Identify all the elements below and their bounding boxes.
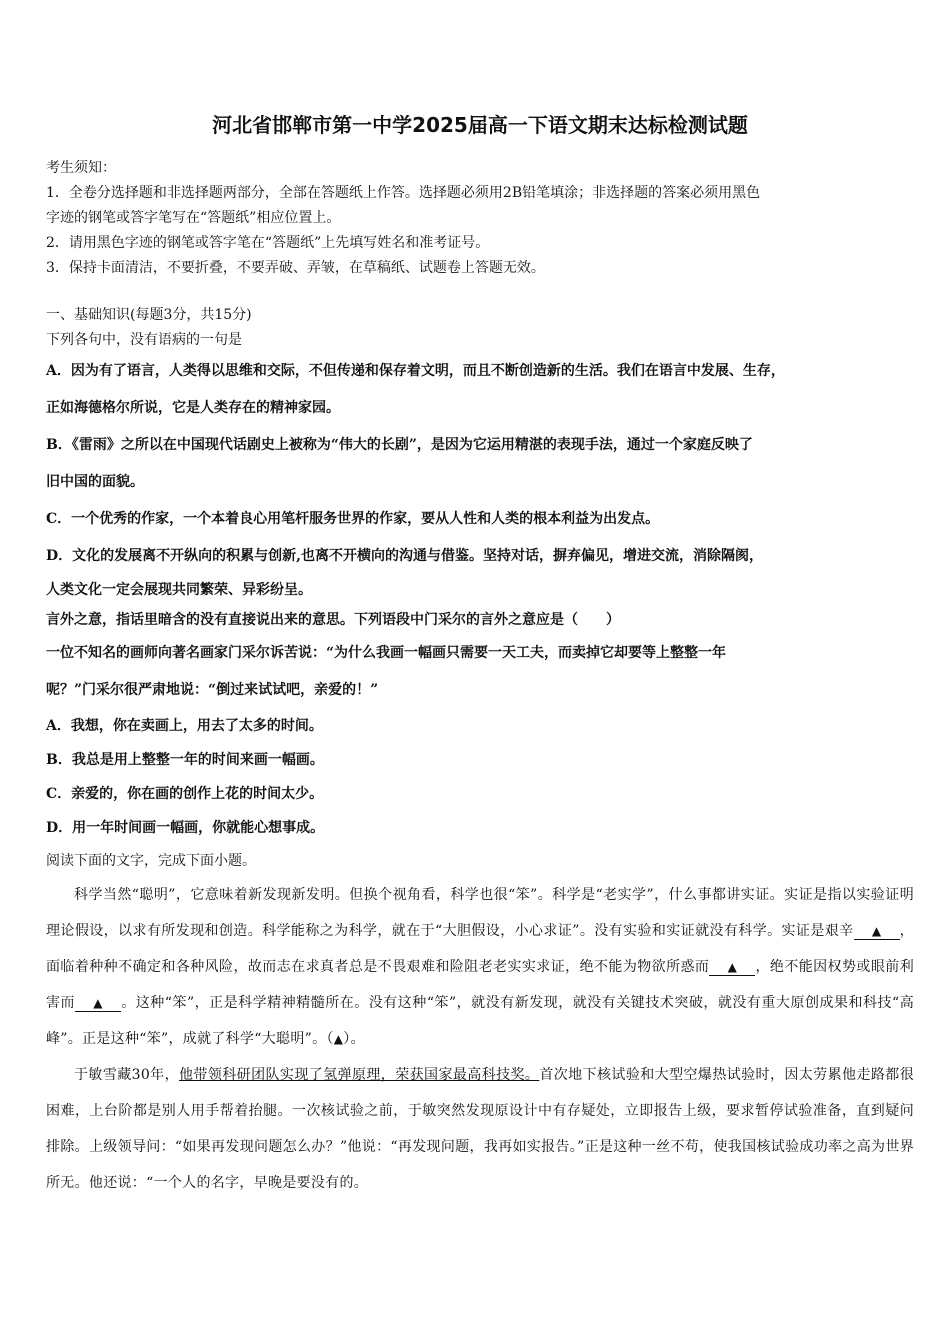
option-c: C．一个优秀的作家，一个本着良心用笔杆服务世界的作家，要从人性和人类的根本利益为出发点。 xyxy=(46,511,660,527)
section-heading: 一、基础知识(每题3分，共15分) xyxy=(46,307,252,323)
option-b: B．我总是用上整整一年的时间来画一幅画。 xyxy=(46,752,324,768)
question-2-passage-cont: 呢？”门采尔很严肃地说：“倒过来试试吧，亲爱的！” xyxy=(46,682,379,698)
notice-item: 字迹的钢笔或答字笔写在“答题纸”相应位置上。 xyxy=(46,210,341,226)
notice-item: 1．全卷分选择题和非选择题两部分，全部在答题纸上作答。选择题必须用2B铅笔填涂；非选择题的答案必须用黑色 xyxy=(46,185,761,201)
option-d: D．文化的发展离不开纵向的积累与创新,也离不开横向的沟通与借鉴。坚持对话，摒弃偏见，增进交流，消除隔阂， xyxy=(46,548,764,564)
underlined-sentence: 他带领科研团队实现了氢弹原理，荣获国家最高科技奖。 xyxy=(179,1067,540,1083)
question-1-stem: 下列各句中，没有语病的一句是 xyxy=(46,332,242,348)
question-2-passage: 一位不知名的画师向著名画家门采尔诉苦说：“为什么我画一幅画只需要一天工夫，而卖掉它却要等上整整一年 xyxy=(46,645,727,661)
question-2-stem: 言外之意，指话里暗含的没有直接说出来的意思。下列语段中门采尔的言外之意应是（ ） xyxy=(46,612,620,628)
option-a: A．因为有了语言，人类得以思维和交际，不但传递和保存着文明，而且不断创造新的生活。我们在语言中发展、生存， xyxy=(46,363,785,379)
notice-heading: 考生须知： xyxy=(46,160,116,176)
option-b-cont: 旧中国的面貌。 xyxy=(46,474,144,490)
exam-page xyxy=(46,110,914,1201)
option-a-cont: 正如海德格尔所说，它是人类存在的精神家园。 xyxy=(46,400,340,416)
reading-paragraph-2: 于敏雪藏30年，他带领科研团队实现了氢弹原理，荣获国家最高科技奖。首次地下核试验和大型空爆热试验时，因太劳累他走路都很困难，上台阶都是别人用手帮着抬腿。一次核试验之前，于敏突然发现原设计中有存疑处，立即报告上级，要求暂停试验准备，直到疑问排除。上级领导问：“如果再发现问题怎么办？”他说：“再发现问题，我再如实报告。”正是这种一丝不苟，使我国核试验成功率之高为世界所无。他还说：“一个人的名字，早晚是要没有的。 xyxy=(46,1067,914,1191)
option-b: B．《雷雨》之所以在中国现代话剧史上被称为“伟大的长剧”，是因为它运用精湛的表现手法，通过一个家庭反映了 xyxy=(46,437,753,453)
answer-blank-inline: ▲ xyxy=(333,1032,344,1046)
option-d: D．用一年时间画一幅画，你就能心想事成。 xyxy=(46,820,325,836)
answer-blank: ▲ xyxy=(854,923,900,940)
option-c: C．亲爱的，你在画的创作上花的时间太少。 xyxy=(46,786,324,802)
answer-blank: ▲ xyxy=(709,959,755,976)
reading-paragraph-1: 科学当然“聪明”，它意味着新发现新发明。但换个视角看，科学也很“笨”。科学是“老实学”，什么事都讲实证。实证是指以实验证明理论假设，以求有所发现和创造。科学能称之为科学，就在于“大胆假设，小心求证”。没有实验和实证就没有科学。实证是艰辛 ▲ ，面临着种种不确定和各种风险，故而志在求真者总是不畏艰难和险阻老老实实求证，绝不能为物欲所惑而 ▲ ，绝不能因权势或眼前利害而 ▲ 。这种“笨”，正是科学精神精髓所在。没有这种“笨”，就没有新发现，就没有关键技术突破，就没有重大原创成果和科技“高峰”。正是这种“笨”，成就了科学“大聪明”。（▲）。 xyxy=(46,887,914,1047)
answer-blank: ▲ xyxy=(75,995,121,1012)
notice-item: 3．保持卡面清洁，不要折叠，不要弄破、弄皱，在草稿纸、试题卷上答题无效。 xyxy=(46,260,545,276)
option-d-cont: 人类文化一定会展现共同繁荣、异彩纷呈。 xyxy=(46,582,312,598)
option-a: A．我想，你在卖画上，用去了太多的时间。 xyxy=(46,718,323,734)
reading-instruction: 阅读下面的文字，完成下面小题。 xyxy=(46,853,256,869)
page-title: 河北省邯郸市第一中学2025届高一下语文期末达标检测试题 xyxy=(212,113,748,137)
notice-item: 2．请用黑色字迹的钢笔或答字笔在“答题纸”上先填写姓名和准考证号。 xyxy=(46,235,490,251)
